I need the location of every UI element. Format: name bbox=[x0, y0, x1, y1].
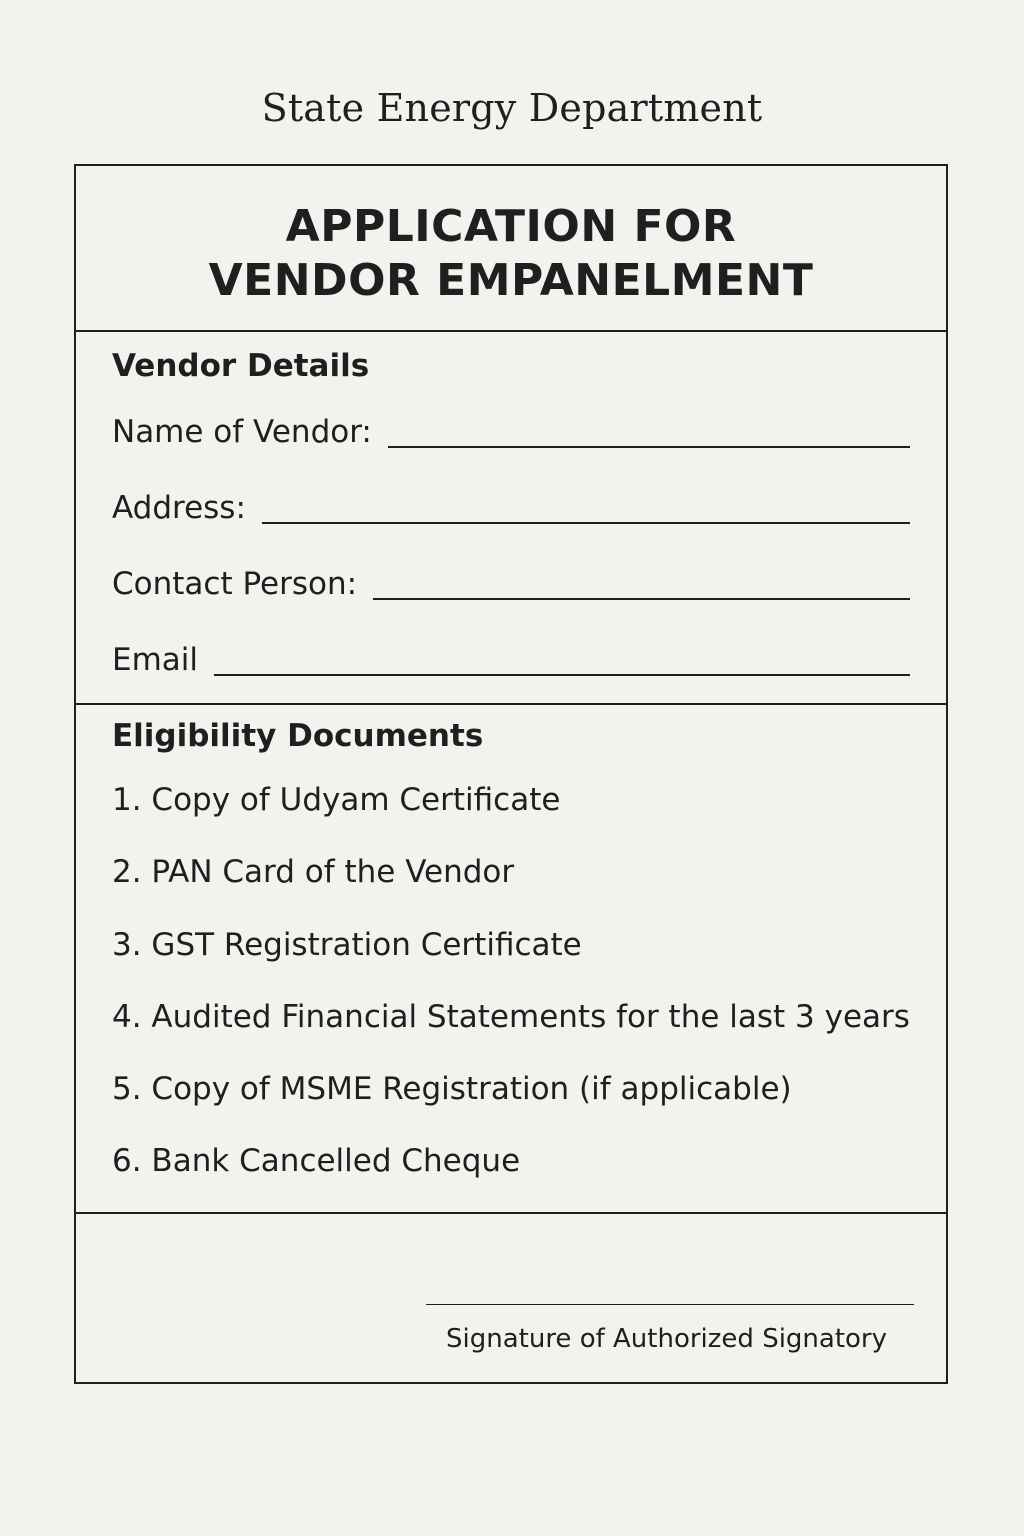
eligibility-item-6: 6. Bank Cancelled Cheque bbox=[112, 1143, 521, 1179]
eligibility-item-2: 2. PAN Card of the Vendor bbox=[112, 854, 515, 890]
address-input-line[interactable] bbox=[262, 522, 910, 524]
email-field[interactable] bbox=[112, 636, 910, 678]
eligibility-heading: Eligibility Documents bbox=[112, 718, 484, 754]
application-form bbox=[74, 164, 948, 1384]
vendor-name-label: Name of Vendor: bbox=[112, 414, 372, 450]
eligibility-item-3: 3. GST Registration Certificate bbox=[112, 927, 582, 963]
vendor-name-input-line[interactable] bbox=[388, 446, 910, 448]
eligibility-item-5: 5. Copy of MSME Registration (if applicable) bbox=[112, 1071, 792, 1107]
department-name: State Energy Department bbox=[261, 86, 763, 130]
signature-line[interactable] bbox=[426, 1304, 914, 1305]
address-field[interactable] bbox=[112, 484, 910, 526]
email-label: Email bbox=[112, 642, 199, 678]
contact-person-label: Contact Person: bbox=[112, 566, 358, 602]
title-divider bbox=[76, 330, 946, 332]
eligibility-item-4: 4. Audited Financial Statements for the last 3 years bbox=[112, 999, 910, 1035]
vendor-details-heading: Vendor Details bbox=[112, 348, 370, 384]
contact-person-input-line[interactable] bbox=[373, 598, 910, 600]
vendor-section-divider bbox=[76, 703, 946, 705]
form-title bbox=[76, 200, 946, 308]
eligibility-item-1: 1. Copy of Udyam Certificate bbox=[112, 782, 561, 818]
address-label: Address: bbox=[112, 490, 246, 526]
signature-label: Signature of Authorized Signatory bbox=[446, 1324, 888, 1354]
form-title-line-2: VENDOR EMPANELMENT bbox=[208, 255, 814, 306]
form-title-line-1: APPLICATION FOR bbox=[285, 201, 737, 252]
email-input-line[interactable] bbox=[214, 674, 910, 676]
vendor-name-field[interactable] bbox=[112, 408, 910, 450]
contact-person-field[interactable] bbox=[112, 560, 910, 602]
eligibility-section-divider bbox=[76, 1212, 946, 1214]
